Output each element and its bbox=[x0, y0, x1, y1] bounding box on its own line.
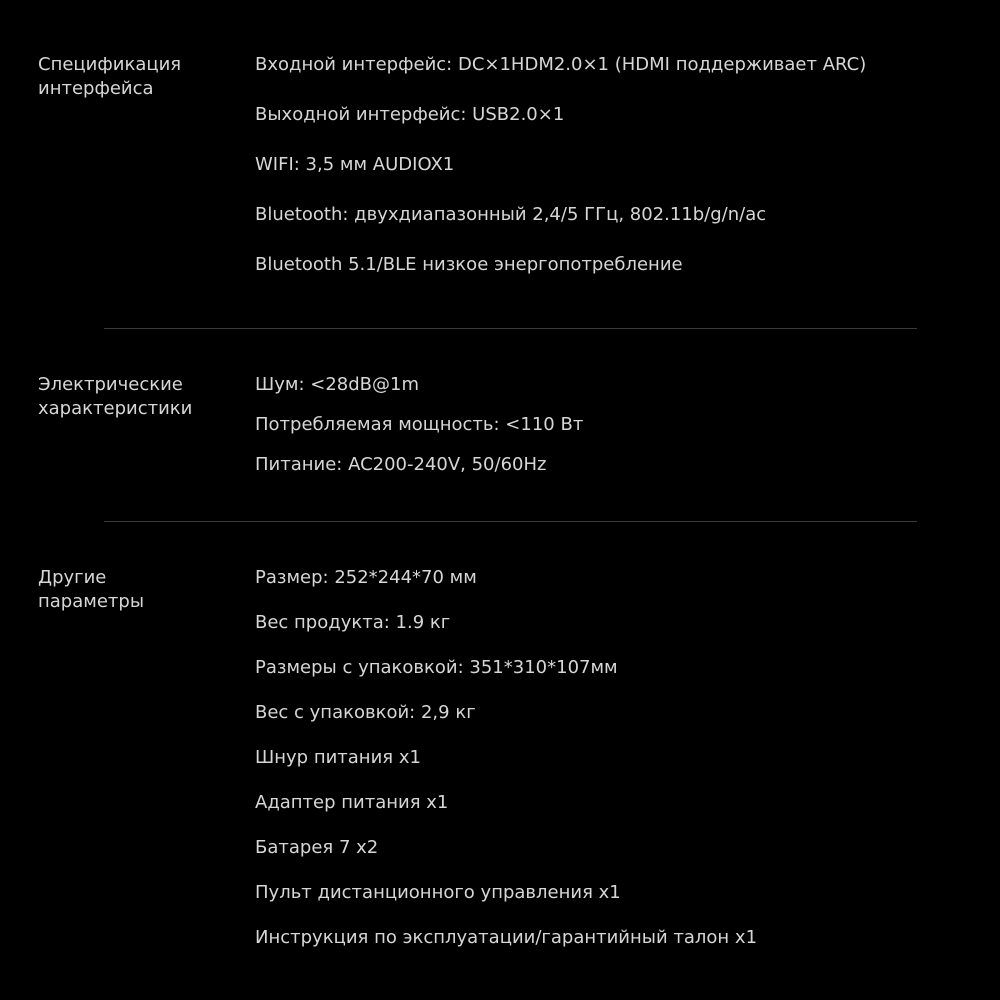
spec-item: Батарея 7 x2 bbox=[255, 837, 379, 858]
spec-list bbox=[255, 373, 975, 493]
spec-item: Вес продукта: 1.9 кг bbox=[255, 612, 451, 633]
spec-item: Размер: 252*244*70 мм bbox=[255, 567, 477, 588]
section-title: Электрические характеристики bbox=[38, 374, 193, 419]
section-divider bbox=[104, 328, 917, 329]
spec-item: Пульт дистанционного управления x1 bbox=[255, 882, 621, 903]
spec-item: WIFI: 3,5 мм AUDIOX1 bbox=[255, 154, 455, 175]
spec-list bbox=[255, 566, 975, 971]
spec-item: Потребляемая мощность: <110 Вт bbox=[255, 414, 584, 435]
spec-item: Адаптер питания x1 bbox=[255, 792, 449, 813]
spec-list bbox=[255, 53, 975, 303]
spec-item: Питание: AC200-240V, 50/60Hz bbox=[255, 454, 547, 475]
spec-item: Выходной интерфейс: USB2.0×1 bbox=[255, 104, 565, 125]
spec-item: Bluetooth: двухдиапазонный 2,4/5 ГГц, 802.11b/g/n/ac bbox=[255, 204, 767, 225]
section-title: Другие параметры bbox=[38, 567, 145, 612]
section-divider bbox=[104, 521, 917, 522]
spec-item: Размеры с упаковкой: 351*310*107мм bbox=[255, 657, 618, 678]
spec-item: Шнур питания x1 bbox=[255, 747, 421, 768]
spec-item: Вес с упаковкой: 2,9 кг bbox=[255, 702, 476, 723]
section-title: Спецификация интерфейса bbox=[38, 54, 182, 99]
spec-item: Bluetooth 5.1/BLE низкое энергопотребление bbox=[255, 254, 683, 275]
spec-item: Инструкция по эксплуатации/гарантийный талон x1 bbox=[255, 927, 758, 948]
spec-item: Шум: <28dB@1m bbox=[255, 374, 420, 395]
spec-item: Входной интерфейс: DC×1HDM2.0×1 (HDMI поддерживает ARC) bbox=[255, 54, 867, 75]
